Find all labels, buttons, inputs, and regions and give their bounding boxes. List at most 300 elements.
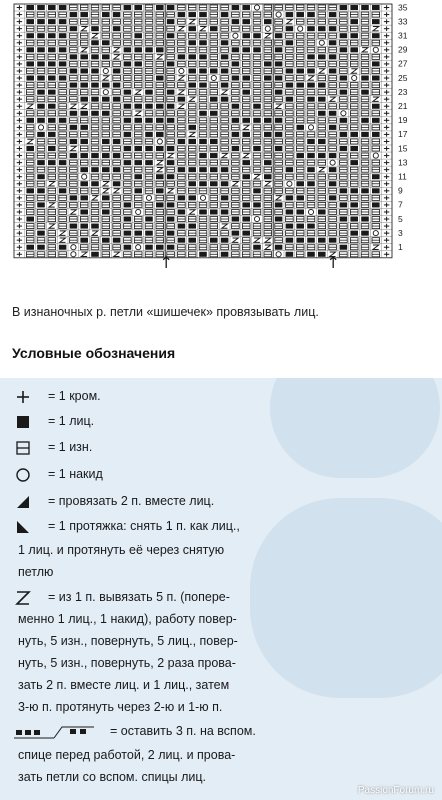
knit-stitch-mark xyxy=(296,68,304,73)
knit-stitch-mark xyxy=(145,160,153,165)
knit-stitch-mark xyxy=(134,146,142,151)
knit-stitch-mark xyxy=(242,217,250,222)
knit-stitch-mark xyxy=(188,125,196,130)
knit-stitch-mark xyxy=(210,26,218,31)
knit-stitch-mark xyxy=(37,104,45,109)
bobble-mark xyxy=(103,189,109,193)
knit-stitch-mark xyxy=(145,245,153,250)
knit-stitch-mark xyxy=(124,245,132,250)
yarn-over-mark xyxy=(330,160,335,165)
knit-stitch-mark xyxy=(37,76,45,81)
knit-stitch-mark xyxy=(242,231,250,236)
knit-stitch-mark xyxy=(329,125,337,130)
knit-stitch-mark xyxy=(340,47,348,52)
knit-stitch-mark xyxy=(253,33,261,38)
bobble-mark xyxy=(265,182,271,186)
knit-stitch-mark xyxy=(329,111,337,116)
row-number: 17 xyxy=(398,129,408,140)
bobble-mark xyxy=(49,224,55,228)
knit-stitch-mark xyxy=(26,47,34,52)
legend-title: Условные обозначения xyxy=(12,345,176,361)
knit-stitch-mark xyxy=(221,167,229,172)
knit-stitch-mark xyxy=(275,76,283,81)
knit-stitch-mark xyxy=(188,12,196,17)
bobble-mark xyxy=(319,69,325,73)
knit-stitch-mark xyxy=(242,47,250,52)
row-number: 27 xyxy=(398,58,408,69)
knit-stitch-mark xyxy=(48,146,56,151)
knit-stitch-mark xyxy=(188,40,196,45)
knit-stitch-mark xyxy=(145,132,153,137)
knit-stitch-mark xyxy=(199,40,207,45)
knit-stitch-mark xyxy=(156,76,164,81)
knit-stitch-mark xyxy=(242,33,250,38)
knit-stitch-mark xyxy=(307,68,315,73)
knit-stitch-mark xyxy=(340,118,348,123)
knit-stitch-mark xyxy=(264,160,272,165)
knit-stitch-mark xyxy=(48,132,56,137)
knit-stitch-mark xyxy=(318,111,326,116)
knit-stitch-mark xyxy=(286,12,294,17)
bobble-mark xyxy=(81,252,87,256)
knit-stitch-mark xyxy=(350,5,358,10)
knit-stitch-mark xyxy=(37,132,45,137)
bobble-mark xyxy=(351,69,357,73)
legend-text: петлю xyxy=(18,565,54,579)
knit-stitch-mark xyxy=(307,224,315,229)
knit-stitch-mark xyxy=(178,238,186,243)
knit-stitch-mark xyxy=(48,90,56,95)
row-number: 21 xyxy=(398,101,408,112)
knit-stitch-mark xyxy=(318,139,326,144)
bobble-mark xyxy=(157,160,163,164)
knit-stitch-mark xyxy=(329,195,337,200)
knit-stitch-mark xyxy=(286,252,294,257)
knit-stitch-mark xyxy=(286,40,294,45)
knit-stitch-mark xyxy=(156,245,164,250)
knit-stitch-mark xyxy=(199,12,207,17)
yarn-over-mark xyxy=(276,12,281,17)
knit-stitch-mark xyxy=(91,111,99,116)
bobble-mark xyxy=(114,48,120,52)
knit-stitch-mark xyxy=(37,160,45,165)
bobble-mark xyxy=(179,26,185,30)
yarn-over-mark xyxy=(352,75,357,80)
bobble-mark xyxy=(265,34,271,38)
knit-stitch-mark xyxy=(372,5,380,10)
knit-stitch-mark xyxy=(340,217,348,222)
knit-stitch-mark xyxy=(232,231,240,236)
knit-stitch-mark xyxy=(48,47,56,52)
knit-stitch-mark xyxy=(91,181,99,186)
bobble-mark xyxy=(189,132,195,136)
knit-stitch-mark xyxy=(91,68,99,73)
knit-stitch-mark xyxy=(134,160,142,165)
knit-stitch-mark xyxy=(372,104,380,109)
bobble-mark xyxy=(81,104,87,108)
knit-stitch-mark xyxy=(59,160,67,165)
bobble-mark xyxy=(287,19,293,23)
knit-stitch-mark xyxy=(350,33,358,38)
knit-stitch-mark xyxy=(37,174,45,179)
bobble-mark xyxy=(92,231,98,235)
yarn-over-mark xyxy=(287,181,292,186)
knit-stitch-mark xyxy=(232,132,240,137)
knit-stitch-mark xyxy=(59,245,67,250)
knit-stitch-mark xyxy=(210,68,218,73)
knit-stitch-mark xyxy=(329,238,337,243)
yarn-over-mark xyxy=(103,68,108,73)
knit-stitch-mark xyxy=(242,5,250,10)
knit-stitch-mark xyxy=(253,245,261,250)
knit-stitch-mark xyxy=(70,195,78,200)
knit-stitch-mark xyxy=(80,181,88,186)
knit-stitch-mark xyxy=(329,68,337,73)
bobble-mark xyxy=(308,76,314,80)
knit-stitch-mark xyxy=(275,132,283,137)
knit-stitch-mark xyxy=(242,174,250,179)
knit-stitch-mark xyxy=(199,111,207,116)
knit-stitch-mark xyxy=(91,26,99,31)
knit-stitch-mark xyxy=(264,132,272,137)
bobble-mark xyxy=(276,104,282,108)
knit-stitch-mark xyxy=(178,195,186,200)
knit-stitch-mark xyxy=(80,12,88,17)
knit-stitch-mark xyxy=(167,160,175,165)
knit-stitch-mark xyxy=(102,167,110,172)
knit-stitch-mark xyxy=(134,5,142,10)
knit-stitch-mark xyxy=(340,202,348,207)
knit-stitch-mark xyxy=(242,118,250,123)
row-number: 29 xyxy=(398,44,408,55)
knit-stitch-mark xyxy=(340,132,348,137)
knit-stitch-mark xyxy=(264,76,272,81)
knit-stitch-mark xyxy=(26,19,34,24)
chart-grid xyxy=(0,0,442,275)
knit-stitch-mark xyxy=(124,217,132,222)
knit-stitch-mark xyxy=(210,209,218,214)
knit-stitch-mark xyxy=(307,26,315,31)
knit-stitch-mark xyxy=(26,217,34,222)
knit-stitch-mark xyxy=(167,174,175,179)
knit-stitch-mark xyxy=(91,40,99,45)
knit-stitch-mark xyxy=(156,5,164,10)
knit-stitch-mark xyxy=(253,146,261,151)
knit-stitch-mark xyxy=(199,252,207,257)
knit-stitch-mark xyxy=(350,47,358,52)
legend-text: = оставить 3 п. на вспом. xyxy=(110,724,256,738)
row-number: 11 xyxy=(398,171,407,182)
knit-stitch-mark xyxy=(275,47,283,52)
yarn-over-mark xyxy=(308,209,313,214)
knit-stitch-mark xyxy=(80,83,88,88)
knit-stitch-mark xyxy=(253,104,261,109)
knit-stitch-mark xyxy=(156,104,164,109)
knitting-chart xyxy=(0,0,442,275)
knit-stitch-mark xyxy=(329,167,337,172)
bobble-mark xyxy=(265,238,271,242)
bobble-mark xyxy=(92,34,98,38)
knit-stitch-mark xyxy=(232,61,240,66)
knit-stitch-mark xyxy=(167,19,175,24)
knit-stitch-mark xyxy=(361,76,369,81)
chart-arrow: ↑ xyxy=(159,253,173,272)
knit-stitch-mark xyxy=(26,118,34,123)
knit-stitch-mark xyxy=(286,83,294,88)
knit-stitch-mark xyxy=(286,68,294,73)
knit-stitch-mark xyxy=(296,224,304,229)
slip-pass-over-icon xyxy=(14,518,32,536)
knit-stitch-mark xyxy=(59,76,67,81)
knit-stitch-mark xyxy=(221,54,229,59)
knit-stitch-mark xyxy=(80,224,88,229)
knit-stitch-mark xyxy=(264,61,272,66)
legend-text: = 1 протяжка: снять 1 п. как лиц., xyxy=(48,519,240,533)
yarn-over-mark xyxy=(157,139,162,144)
knit-stitch-mark xyxy=(188,224,196,229)
row-number: 35 xyxy=(398,2,408,13)
bobble-mark xyxy=(222,90,228,94)
knit-stitch-mark xyxy=(199,83,207,88)
knit-stitch-mark xyxy=(372,174,380,179)
knit-stitch-mark xyxy=(296,125,304,130)
knit-stitch-mark xyxy=(296,209,304,214)
knit-stitch-mark xyxy=(48,19,56,24)
knit-stitch-mark xyxy=(329,153,337,158)
knit-two-together-icon xyxy=(14,493,32,511)
knit-stitch-mark xyxy=(156,47,164,52)
knit-stitch-mark xyxy=(37,19,45,24)
yarn-over-mark xyxy=(308,125,313,130)
yarn-over-mark xyxy=(254,5,259,10)
knit-stitch-mark xyxy=(199,153,207,158)
knit-stitch-mark xyxy=(80,238,88,243)
knit-stitch-mark xyxy=(113,26,121,31)
row-number: 23 xyxy=(398,86,408,97)
bobble-mark xyxy=(157,167,163,171)
legend-text: = из 1 п. вывязать 5 п. (попере- xyxy=(48,590,230,604)
knit-stitch-mark xyxy=(199,54,207,59)
knit-stitch-mark xyxy=(70,83,78,88)
legend-text: = 1 лиц. xyxy=(48,414,95,428)
knit-stitch-mark xyxy=(307,12,315,17)
knit-stitch-mark xyxy=(361,231,369,236)
knit-stitch-mark xyxy=(340,245,348,250)
knit-stitch-mark xyxy=(124,132,132,137)
knit-stitch-mark xyxy=(242,202,250,207)
knit-stitch-mark xyxy=(80,209,88,214)
yarn-over-mark xyxy=(373,47,378,52)
row-number: 9 xyxy=(398,185,403,196)
knit-stitch-mark xyxy=(178,167,186,172)
knit-stitch-mark xyxy=(286,224,294,229)
knit-stitch-mark xyxy=(286,195,294,200)
watermark: PassionForum.ru xyxy=(357,785,434,796)
knit-stitch-mark xyxy=(70,54,78,59)
row-number: 13 xyxy=(398,157,408,168)
knit-stitch-mark xyxy=(361,90,369,95)
bobble-mark xyxy=(168,189,174,193)
knit-stitch-mark xyxy=(232,104,240,109)
knit-stitch-mark xyxy=(361,217,369,222)
knit-stitch-mark xyxy=(286,238,294,243)
knit-stitch-mark xyxy=(372,202,380,207)
knit-stitch-mark xyxy=(113,167,121,172)
bobble-mark xyxy=(81,48,87,52)
knit-stitch-mark xyxy=(102,12,110,17)
knit-stitch-mark xyxy=(80,153,88,158)
row-number: 31 xyxy=(398,30,408,41)
bobble-mark xyxy=(373,26,379,30)
knit-stitch-mark xyxy=(188,54,196,59)
knit-stitch-mark xyxy=(210,97,218,102)
knit-stitch-mark xyxy=(372,33,380,38)
yarn-over-mark xyxy=(298,26,303,31)
knit-stitch-mark xyxy=(329,181,337,186)
knit-stitch-mark xyxy=(134,188,142,193)
knit-stitch-mark xyxy=(26,61,34,66)
knit-stitch-mark xyxy=(37,61,45,66)
knit-stitch-mark xyxy=(167,90,175,95)
knit-stitch-mark xyxy=(275,90,283,95)
knit-stitch-mark xyxy=(167,33,175,38)
row-number: 7 xyxy=(398,199,403,210)
knit-stitch-mark xyxy=(80,97,88,102)
knit-stitch-mark xyxy=(134,174,142,179)
knit-stitch-mark xyxy=(340,188,348,193)
knit-stitch-mark xyxy=(221,40,229,45)
knit-stitch-mark xyxy=(59,188,67,193)
row-number: 25 xyxy=(398,72,408,83)
knit-stitch-mark xyxy=(286,167,294,172)
yarn-over-mark xyxy=(103,90,108,95)
yarn-over-mark xyxy=(254,216,259,221)
bobble-mark xyxy=(103,182,109,186)
knit-stitch-mark xyxy=(145,146,153,151)
knit-stitch-mark xyxy=(70,68,78,73)
knit-stitch-mark xyxy=(102,195,110,200)
knit-stitch-mark xyxy=(26,76,34,81)
knit-stitch-mark xyxy=(221,252,229,257)
knit-stitch-mark xyxy=(167,5,175,10)
bobble-mark xyxy=(373,97,379,101)
knit-stitch-mark xyxy=(221,97,229,102)
knit-stitch-mark xyxy=(48,118,56,123)
knit-stitch-mark xyxy=(372,132,380,137)
knit-stitch-mark xyxy=(134,118,142,123)
knit-stitch-mark xyxy=(91,97,99,102)
knit-square-icon xyxy=(14,413,32,431)
knit-stitch-mark xyxy=(167,245,175,250)
knit-stitch-mark xyxy=(80,54,88,59)
knit-stitch-mark xyxy=(156,188,164,193)
knit-stitch-mark xyxy=(37,188,45,193)
knit-stitch-mark xyxy=(48,5,56,10)
bobble-mark xyxy=(157,55,163,59)
knit-stitch-mark xyxy=(167,217,175,222)
knit-stitch-mark xyxy=(102,153,110,158)
knit-stitch-mark xyxy=(124,118,132,123)
knit-stitch-mark xyxy=(113,139,121,144)
knit-stitch-mark xyxy=(48,33,56,38)
knit-stitch-mark xyxy=(178,209,186,214)
knit-stitch-mark xyxy=(188,139,196,144)
knit-stitch-mark xyxy=(102,97,110,102)
knit-stitch-mark xyxy=(253,188,261,193)
knit-stitch-mark xyxy=(350,231,358,236)
knit-stitch-mark xyxy=(350,146,358,151)
knit-stitch-mark xyxy=(329,26,337,31)
knit-stitch-mark xyxy=(178,97,186,102)
knit-stitch-mark xyxy=(232,146,240,151)
knit-stitch-mark xyxy=(167,118,175,123)
knit-stitch-mark xyxy=(253,47,261,52)
knit-stitch-mark xyxy=(361,118,369,123)
knit-stitch-mark xyxy=(318,97,326,102)
knit-stitch-mark xyxy=(188,83,196,88)
bobble-mark xyxy=(49,203,55,207)
knit-stitch-mark xyxy=(307,153,315,158)
knit-stitch-mark xyxy=(253,202,261,207)
bobble-mark xyxy=(222,224,228,228)
bobble-mark xyxy=(222,153,228,157)
yarn-over-mark xyxy=(373,153,378,158)
yarn-over-mark xyxy=(38,125,43,130)
knit-stitch-mark xyxy=(145,104,153,109)
legend-text: зать петли со вспом. спицы лиц. xyxy=(18,770,206,784)
row-number: 33 xyxy=(398,16,408,27)
yarn-over-mark xyxy=(276,252,281,257)
knit-stitch-mark xyxy=(124,146,132,151)
knit-stitch-mark xyxy=(156,118,164,123)
knit-stitch-mark xyxy=(59,33,67,38)
purl-square-icon xyxy=(14,439,32,457)
knit-stitch-mark xyxy=(59,47,67,52)
knit-stitch-mark xyxy=(102,238,110,243)
knit-stitch-mark xyxy=(26,146,34,151)
knit-stitch-mark xyxy=(145,231,153,236)
knit-stitch-mark xyxy=(70,153,78,158)
knit-stitch-mark xyxy=(361,132,369,137)
knit-stitch-mark xyxy=(221,181,229,186)
knit-stitch-mark xyxy=(167,61,175,66)
knit-stitch-mark xyxy=(318,153,326,158)
knit-stitch-mark xyxy=(275,245,283,250)
knit-stitch-mark xyxy=(372,188,380,193)
bobble-mark xyxy=(103,76,109,80)
knit-stitch-mark xyxy=(286,26,294,31)
knit-stitch-mark xyxy=(253,118,261,123)
knit-stitch-mark xyxy=(286,97,294,102)
knit-stitch-mark xyxy=(372,76,380,81)
knit-stitch-mark xyxy=(26,245,34,250)
knit-stitch-mark xyxy=(167,146,175,151)
knit-stitch-mark xyxy=(167,202,175,207)
knit-stitch-mark xyxy=(124,61,132,66)
knit-stitch-mark xyxy=(124,160,132,165)
knit-stitch-mark xyxy=(113,68,121,73)
bobble-mark xyxy=(233,182,239,186)
knit-stitch-mark xyxy=(232,217,240,222)
knit-stitch-mark xyxy=(91,54,99,59)
bobble-mark xyxy=(319,167,325,171)
knit-stitch-mark xyxy=(91,224,99,229)
bobble-mark xyxy=(362,48,368,52)
bobble-mark xyxy=(27,104,33,108)
knit-stitch-mark xyxy=(340,146,348,151)
bobble-mark xyxy=(189,210,195,214)
yarn-over-mark xyxy=(136,209,141,214)
